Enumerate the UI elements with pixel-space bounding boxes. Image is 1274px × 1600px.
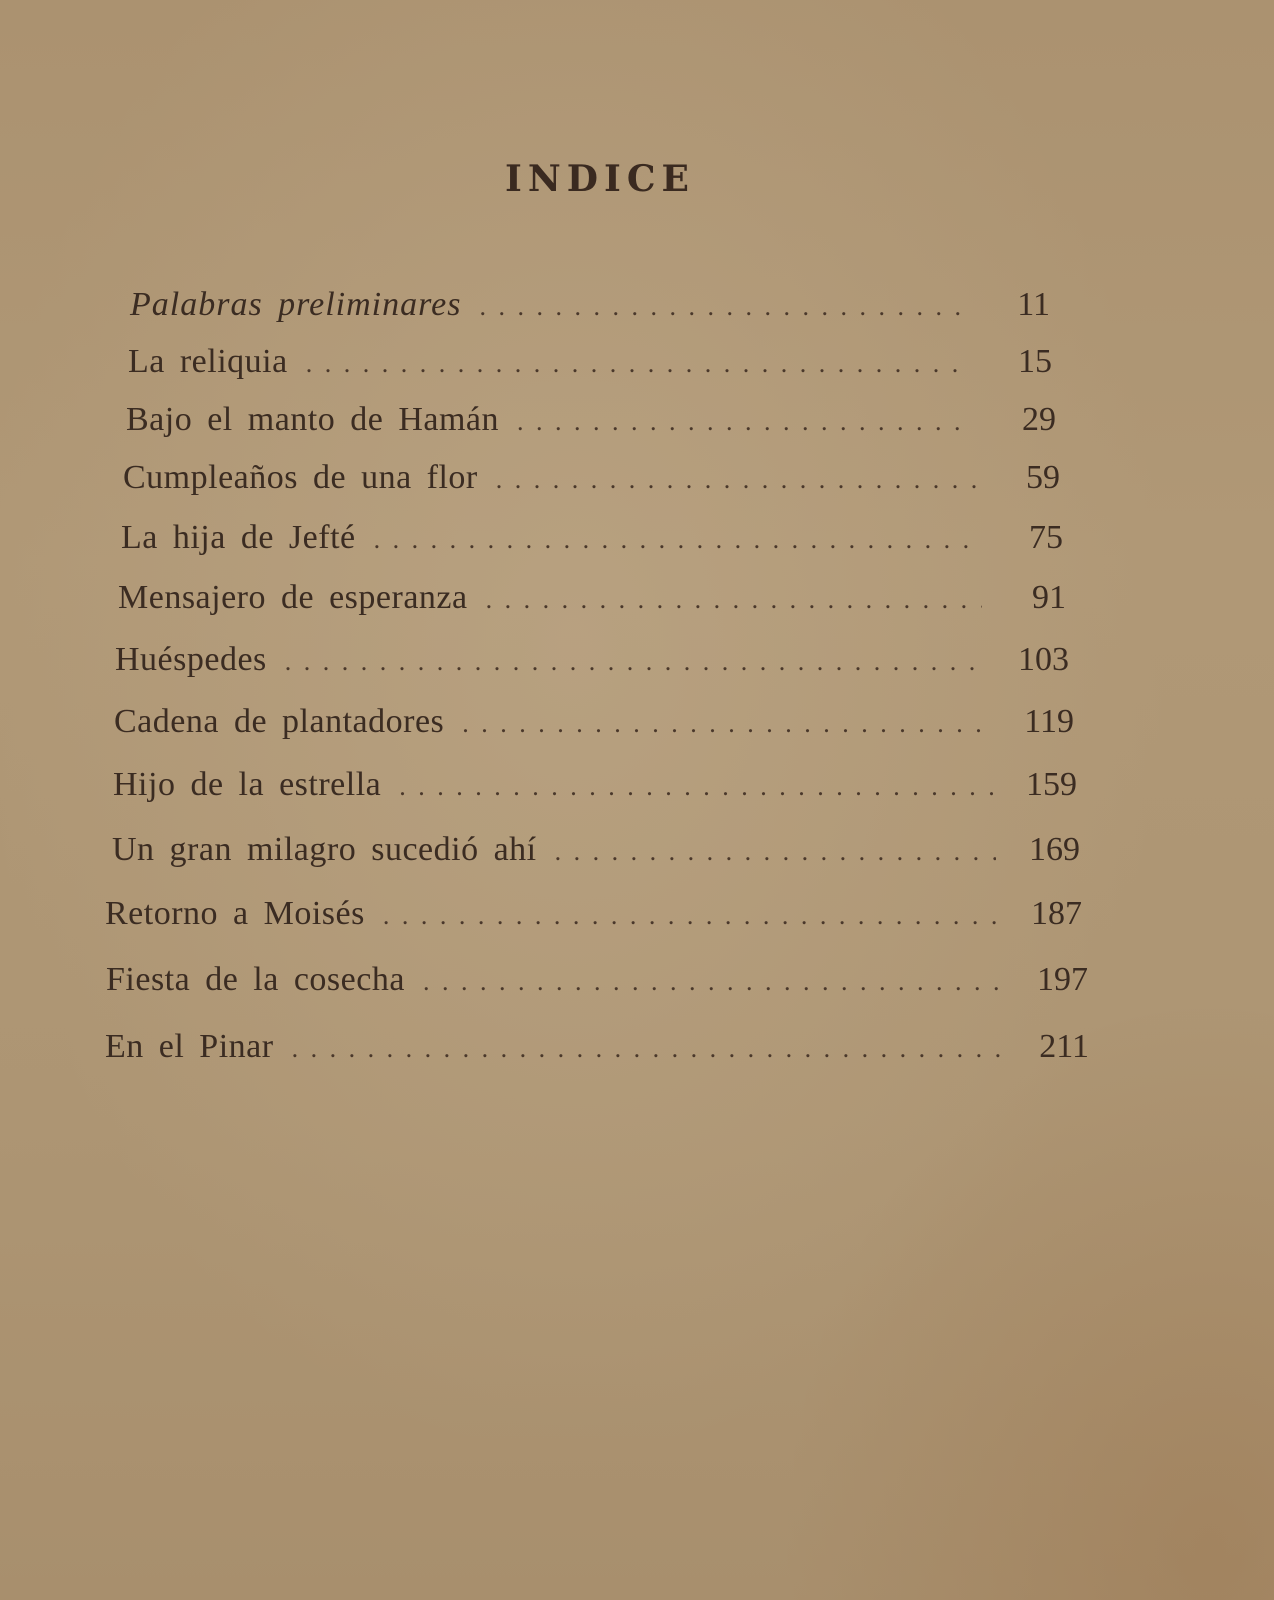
dot-leader: [555, 832, 996, 872]
toc-entry-page-number: 119: [1024, 703, 1074, 740]
page-title: INDICE: [505, 158, 695, 200]
toc-entry-title: Un gran milagro sucedió ahí: [112, 831, 537, 868]
toc-entry-page-number: 197: [1037, 961, 1088, 998]
toc-entry-title: En el Pinar: [105, 1028, 274, 1065]
dot-leader: [399, 767, 993, 807]
toc-entry-title: Cadena de plantadores: [114, 703, 445, 740]
toc-entry: [113, 765, 1077, 807]
dot-leader: [479, 287, 966, 327]
toc-entry: [118, 578, 1066, 620]
dot-leader: [423, 962, 1004, 1002]
toc-entry-page-number: 187: [1031, 895, 1082, 932]
toc-entry: [105, 1027, 1089, 1069]
toc-entry-page-number: 159: [1026, 766, 1077, 803]
toc-entry: [106, 960, 1088, 1002]
toc-entry: [114, 702, 1074, 744]
toc-entry-page-number: 169: [1029, 831, 1080, 868]
toc-entry-title: Retorno a Moisés: [105, 895, 365, 932]
toc-entry-page-number: 11: [1017, 286, 1050, 323]
toc-entry-title: Cumpleaños de una flor: [123, 459, 478, 496]
dot-leader: [306, 344, 968, 384]
toc-entry: [123, 458, 1060, 500]
toc-entry-title: Huéspedes: [115, 641, 267, 678]
toc-entry-title: Hijo de la estrella: [113, 766, 382, 803]
dot-leader: [374, 520, 979, 560]
toc-entry: [128, 342, 1052, 384]
dot-leader: [462, 704, 990, 744]
toc-entry-title: Bajo el manto de Hamán: [126, 401, 500, 438]
dot-leader: [285, 642, 985, 682]
toc-entry-title: La hija de Jefté: [121, 519, 356, 556]
toc-entry-page-number: 75: [1029, 519, 1063, 556]
toc-entry: [105, 894, 1082, 936]
toc-entry-page-number: 103: [1018, 641, 1069, 678]
toc-entry: [126, 400, 1056, 442]
toc-entry-page-number: 59: [1026, 459, 1060, 496]
toc-entry-page-number: 15: [1018, 343, 1052, 380]
toc-entry: [130, 285, 1050, 327]
dot-leader: [383, 896, 998, 936]
dot-leader: [486, 580, 982, 620]
toc-entry-page-number: 29: [1022, 401, 1056, 438]
toc-entry-title: Mensajero de esperanza: [118, 579, 468, 616]
toc-entry-title: La reliquia: [128, 343, 288, 380]
toc-entry-page-number: 211: [1039, 1028, 1089, 1065]
dot-leader: [517, 402, 972, 442]
toc-entry: [121, 518, 1063, 560]
toc-entry-title: Fiesta de la cosecha: [106, 961, 405, 998]
dot-leader: [496, 460, 976, 500]
toc-entry-page-number: 91: [1032, 579, 1066, 616]
toc-entry: [115, 640, 1069, 682]
toc-entry: [112, 830, 1080, 872]
toc-entry-title: Palabras preliminares: [130, 286, 462, 323]
dot-leader: [292, 1029, 1005, 1069]
